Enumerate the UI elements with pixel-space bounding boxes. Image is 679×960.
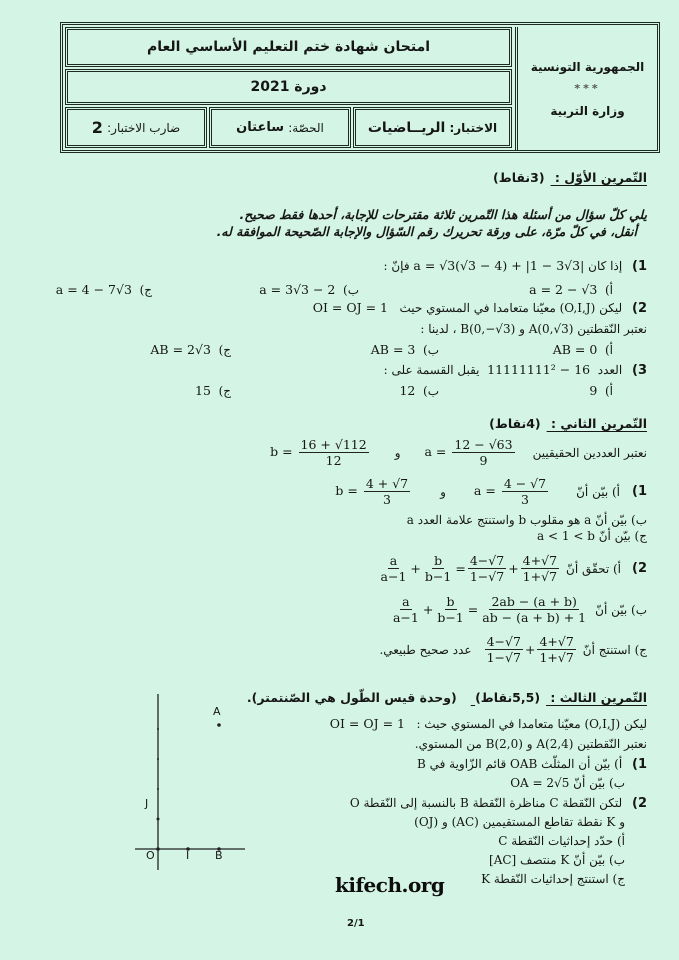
coefficient-box: [65, 107, 207, 148]
q3-expression: 11111111² − 16: [487, 362, 591, 377]
fraction: [423, 553, 453, 584]
numerator: 4−√7: [486, 634, 521, 649]
point-label-i: I: [186, 849, 190, 862]
q1a-text: أ) بيّن أنّ: [576, 484, 620, 499]
ex3-q2-l1-text: لتكن النّقطة C مناظرة النّقطة B بالنسبة إلى النّقطة O: [349, 796, 623, 810]
denominator: 3: [520, 492, 529, 507]
option-value: a = 4 − 7√3: [55, 282, 132, 297]
q3-number: 3): [632, 363, 647, 378]
exam-header: [60, 22, 660, 153]
numerator: 4−√7: [469, 553, 505, 568]
option-value: AB = 3: [370, 342, 416, 357]
ex1-instruction-1: يلي كلّ سؤال من أسئلة هذا التّمرين ثلاثة مقترحات للإجابة، أحدها فقط صحيح.: [239, 207, 647, 222]
coordinate-figure: [125, 690, 265, 875]
q2c-expression: $\frac{4-√7}{1-√7}$ + $\frac{4+√7}{1+√7}$: [486, 634, 574, 665]
q1-number: 1): [632, 259, 647, 274]
subject-value: الريــاضيات: [367, 119, 446, 136]
q1-number: 1): [632, 757, 647, 772]
q2-number: 2): [632, 560, 647, 576]
numerator: a: [389, 553, 398, 568]
coef-label: ضارب الاختبار:: [107, 120, 181, 135]
option-value: AB = 0: [552, 342, 598, 357]
q1-text-pre: إذا كان: [588, 259, 623, 273]
ex2-q2c: [379, 634, 647, 665]
ministry-box: [515, 27, 657, 150]
ex2-q2a: [377, 553, 647, 584]
fraction: [299, 437, 369, 468]
denominator: b−1: [437, 610, 464, 625]
fraction: [480, 594, 588, 625]
option-value: 9: [589, 383, 598, 398]
page-number: 2/1: [347, 918, 365, 929]
lhs: b =: [335, 483, 358, 498]
ex1-points: (3نقاط): [493, 170, 545, 185]
subject-label: الاختبار:: [449, 120, 498, 135]
ex1-q3: [384, 362, 647, 379]
point-label-j: J: [145, 797, 149, 810]
ex2-q1a: [335, 476, 647, 507]
q1-expression: a = √3(√3 − 4) + |1 − 3√3|: [413, 258, 585, 273]
ex3-q1a: [417, 756, 647, 773]
q3-option-c: [195, 383, 231, 399]
numerator: 4 + √7: [365, 476, 409, 491]
ex3-l1-text: ليكن (O,I,J) معيّنا متعامدا في المستوي حيث :: [416, 717, 647, 731]
ex1-title-text: التّمرين الأوّل :: [554, 170, 647, 185]
numerator: b: [446, 594, 455, 609]
q1-option-b: [259, 282, 359, 298]
q2-option-b: [371, 342, 439, 358]
numerator: 4+√7: [539, 634, 574, 649]
duration-box: [209, 107, 351, 148]
fraction: [502, 476, 548, 507]
fraction: [468, 553, 506, 584]
denominator: a−1: [380, 569, 407, 584]
option-label: ج): [218, 384, 231, 398]
ex3-line-1: [330, 716, 647, 732]
ex2-points: (4نقاط): [489, 416, 541, 431]
lhs: a =: [473, 483, 496, 498]
fraction: [452, 437, 514, 468]
republic-label: الجمهورية التونسية: [530, 59, 645, 74]
denominator: ab − (a + b) + 1: [482, 610, 587, 625]
and-word: و: [440, 484, 446, 499]
lhs: b =: [270, 444, 293, 459]
point-label-b: B: [215, 849, 223, 862]
session-label: دورة 2021: [250, 79, 327, 95]
ministry-label: وزارة التربية: [550, 103, 625, 118]
subject-box: [353, 107, 512, 148]
denominator: 1+√7: [539, 650, 574, 665]
ex2-q1c: ج) بيّن أنّ a < 1 < b: [537, 529, 647, 543]
denominator: a−1: [392, 610, 419, 625]
q1-number: 1): [632, 483, 647, 499]
numerator: 12 − √63: [454, 437, 513, 452]
q1-text-post: فإنّ :: [383, 259, 410, 273]
watermark-logo: kifech.org: [335, 873, 445, 897]
q2a-expression: $\frac{a}{a-1}$ + $\frac{b}{b-1}$ = $\frac{4-√7}{1-√7}$ + $\frac{4+√7}{1+√7}$: [380, 553, 558, 584]
exercise-3-title: [247, 690, 647, 705]
ex2-title-text: التّمرين الثاني :: [551, 416, 647, 431]
exam-title: امتحان شهادة ختم التعليم الأساسي العام: [146, 39, 431, 55]
option-label: ب): [423, 384, 439, 398]
denominator: 1+√7: [522, 569, 558, 584]
ex3-line-2: نعتبر النّقطتين A(2,4) و B(2,0) من المستوي.: [414, 737, 647, 751]
option-value: 15: [195, 383, 211, 398]
duration-label: الحصّة:: [288, 120, 324, 135]
option-value: a = 2 − √3: [529, 282, 598, 297]
fraction: [537, 634, 575, 665]
denominator: b−1: [424, 569, 452, 584]
q2b-expression: $\frac{a}{a-1}$ + $\frac{b}{b-1}$ = $\frac{2ab - (a + b)}{ab - (a + b) + 1}$: [392, 594, 587, 625]
denominator: 9: [479, 453, 488, 468]
point-label-a: A: [213, 705, 221, 718]
numerator: 2ab − (a + b): [491, 594, 577, 609]
option-value: a = 3√3 − 2: [259, 282, 336, 297]
a-definition: [425, 437, 517, 468]
ex3-q1a-text: أ) بيّن أن المثلّث OAB قائم الزّاوية في B: [416, 757, 623, 771]
ex2-q2b: [389, 594, 647, 625]
ex3-title-text: التّمرين الثالث :: [550, 690, 647, 705]
denominator: 3: [383, 492, 391, 507]
exercise-2-title: [489, 416, 647, 431]
q2-number: 2): [632, 796, 647, 811]
numerator: 4 − √7: [503, 476, 547, 491]
q2c-tail: عدد صحيح طبيعي.: [379, 642, 472, 657]
ex3-q2a: أ) حدّد إحداثيات النّقطة C: [498, 834, 625, 848]
numerator: b: [434, 553, 443, 568]
option-label: ج): [218, 343, 231, 357]
q2c-text: ج) استنتج أنّ: [582, 642, 647, 657]
fraction: [435, 594, 465, 625]
ex2-q1b: ب) بيّن أنّ a هو مقلوب b واستنتج علامة العدد a: [406, 513, 647, 527]
q2-number: 2): [632, 301, 647, 316]
coef-value: 2: [91, 118, 103, 137]
ex3-unit: (وحدة قيس الطّول هي الصّنتمتر).: [246, 690, 457, 705]
q3-option-b: [399, 383, 439, 399]
q1-option-c: [56, 282, 152, 298]
numerator: a: [402, 594, 410, 609]
q2b-text: ب) بيّن أنّ: [595, 602, 647, 617]
lhs: a =: [424, 444, 447, 459]
q3-text-pre: العدد: [597, 363, 623, 377]
q2-option-c: [150, 342, 231, 358]
option-label: أ): [604, 384, 613, 398]
numerator: 16 + √112: [300, 437, 367, 452]
fraction: [521, 553, 559, 584]
stars-decoration: ***: [574, 81, 601, 95]
numerator: 4+√7: [522, 553, 558, 568]
option-label: أ): [604, 283, 613, 297]
q2-text: ليكن (O,I,J) معيّنا متعامدا في المستوي حيث: [399, 301, 623, 315]
q3-text-post: يقبل القسمة على :: [383, 363, 480, 377]
fraction: [379, 553, 409, 584]
q1-option-a: [529, 282, 613, 298]
ex1-q2-points: نعتبر النّقطتين A(0,√3) و B(0,−√3) ، لدينا :: [420, 322, 647, 336]
ex3-q2-line2: و K نقطة تقاطع المستقيمين (AC) و (OJ): [414, 815, 625, 829]
a-fraction: [474, 476, 550, 507]
b-fraction: [335, 476, 412, 507]
exam-title-box: [65, 27, 512, 67]
ex3-points: (5,5نقاط): [475, 690, 541, 705]
b-definition: [270, 437, 371, 468]
option-label: أ): [604, 343, 613, 357]
q2-math: OI = OJ = 1: [312, 300, 388, 315]
and-word: و: [394, 445, 401, 460]
ex2-intro-text: نعتبر العددين الحقيقيين: [532, 445, 647, 460]
option-label: ج): [139, 283, 152, 297]
exercise-1-title: [493, 170, 647, 185]
option-value: 12: [399, 383, 416, 398]
ex2-intro: [270, 437, 647, 468]
duration-value: ساعتان: [236, 120, 285, 135]
q3-option-a: [589, 383, 613, 399]
denominator: 1−√7: [469, 569, 505, 584]
q2a-text: أ) تحقّق أنّ: [566, 561, 621, 576]
q2-option-a: [553, 342, 613, 358]
option-value: AB = 2√3: [150, 342, 211, 357]
denominator: 12: [325, 453, 342, 468]
option-label: ب): [343, 283, 359, 297]
ex1-instruction-2: أنقل، في كلّ مرّة، على ورقة تحريرك رقم السّؤال والإجابة الصّحيحة الموافقة له.: [216, 224, 637, 239]
ex1-q1: [384, 258, 648, 275]
ex1-q2: [313, 300, 647, 317]
fraction: [485, 634, 523, 665]
fraction: [391, 594, 421, 625]
ex3-q2-line1: [350, 795, 647, 812]
ex3-l1-math: OI = OJ = 1: [329, 716, 405, 731]
fraction: [364, 476, 410, 507]
ex3-q2c: ج) استنتج إحداثيات النّقطة K: [481, 872, 625, 886]
ex3-q2b: ب) بيّن أنّ K منتصف [AC]: [489, 853, 625, 867]
session-box: [65, 69, 512, 105]
denominator: 1−√7: [486, 650, 521, 665]
ex3-q1b: ب) بيّن أنّ OA = 2√5: [510, 776, 625, 790]
option-label: ب): [423, 343, 439, 357]
point-label-o: O: [146, 849, 155, 862]
